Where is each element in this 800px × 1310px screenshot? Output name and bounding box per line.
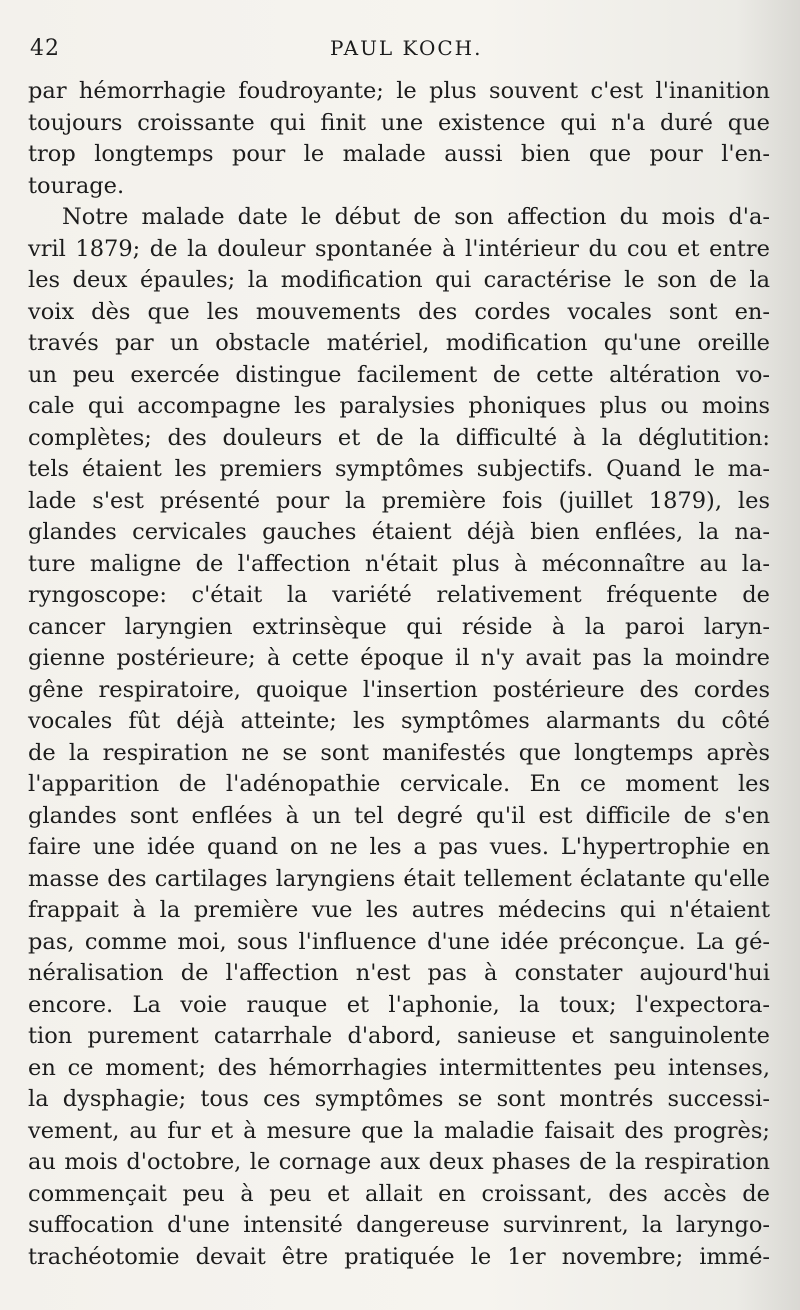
text-line: cale qui accompagne les paralysies phoniques plus ou moins <box>28 393 770 419</box>
text-line: lade s'est présenté pour la première fois (juillet 1879), les <box>28 487 770 514</box>
text-line: voix dès que les mouvements des cordes vocales sont en- <box>28 298 770 325</box>
text-line: par hémorrhagie foudroyante; le plus souvent c'est l'inanition <box>28 78 770 104</box>
text-line: vocales fût déjà atteinte; les symptômes alarmants du côté <box>28 708 770 734</box>
text-line: pas, comme moi, sous l'influence d'une idée préconçue. La gé- <box>28 928 770 955</box>
text-line: frappait à la première vue les autres médecins qui n'étaient <box>28 897 770 923</box>
text-line: gêne respiratoire, quoique l'insertion postérieure des cordes <box>28 676 770 703</box>
text-line: ryngoscope: c'était la variété relativement fréquente de <box>28 582 770 608</box>
text-line: un peu exercée distingue facilement de cette altération vo- <box>28 361 770 388</box>
text-line: tion purement catarrhale d'abord, sanieuse et sanguinolente <box>28 1023 770 1049</box>
text-line: toujours croissante qui finit une existence qui n'a duré que <box>28 109 770 136</box>
text-line: cancer laryngien extrinsèque qui réside à la paroi laryn- <box>28 613 770 640</box>
page-header <box>30 36 760 70</box>
text-line: glandes sont enflées à un tel degré qu'il est difficile de s'en <box>28 802 770 829</box>
text-line: tourage. <box>28 172 125 199</box>
text-line: vril 1879; de la douleur spontanée à l'intérieur du cou et entre <box>28 235 770 262</box>
text-line: complètes; des douleurs et de la difficulté à la déglutition: <box>28 424 770 451</box>
text-line: encore. La voie rauque et l'aphonie, la toux; l'expectora- <box>28 991 770 1018</box>
body-text <box>28 76 770 1273</box>
text-line: masse des cartilages laryngiens était tellement éclatante qu'elle <box>28 865 770 892</box>
page-number: 42 <box>30 36 60 61</box>
text-line: gienne postérieure; à cette époque il n'y avait pas la moindre <box>28 645 770 671</box>
text-line: trop longtemps pour le malade aussi bien que pour l'en- <box>28 141 770 167</box>
text-line: trachéotomie devait être pratiquée le 1er novembre; immé- <box>28 1243 770 1270</box>
text-line: au mois d'octobre, le cornage aux deux phases de la respiration <box>28 1149 770 1175</box>
text-line: tels étaient les premiers symptômes subjectifs. Quand le ma- <box>28 456 770 482</box>
text-line: commençait peu à peu et allait en croissant, des accès de <box>28 1180 770 1207</box>
text-line: néralisation de l'affection n'est pas à constater aujourd'hui <box>28 960 770 986</box>
text-line: suffocation d'une intensité dangereuse survinrent, la laryngo- <box>28 1212 770 1238</box>
paragraph-start-line: Notre malade date le début de son affection du mois d'a- <box>62 204 770 230</box>
text-line: glandes cervicales gauches étaient déjà bien enflées, la na- <box>28 519 770 545</box>
text-line: ture maligne de l'affection n'était plus à méconnaître au la- <box>28 550 770 577</box>
text-line: vement, au fur et à mesure que la maladie faisait des progrès; <box>28 1117 770 1144</box>
text-line: l'apparition de l'adénopathie cervicale. En ce moment les <box>28 771 770 797</box>
text-line: en ce moment; des hémorrhagies intermittentes peu intenses, <box>28 1054 770 1081</box>
text-line: faire une idée quand on ne les a pas vues. L'hypertrophie en <box>28 834 770 860</box>
text-line: la dysphagie; tous ces symptômes se sont montrés successi- <box>28 1086 770 1112</box>
text-line: través par un obstacle matériel, modification qu'une oreille <box>28 330 770 356</box>
text-line: les deux épaules; la modification qui caractérise le son de la <box>28 267 770 293</box>
text-line: de la respiration ne se sont manifestés que longtemps après <box>28 739 770 766</box>
running-title: PAUL KOCH. <box>330 36 483 60</box>
